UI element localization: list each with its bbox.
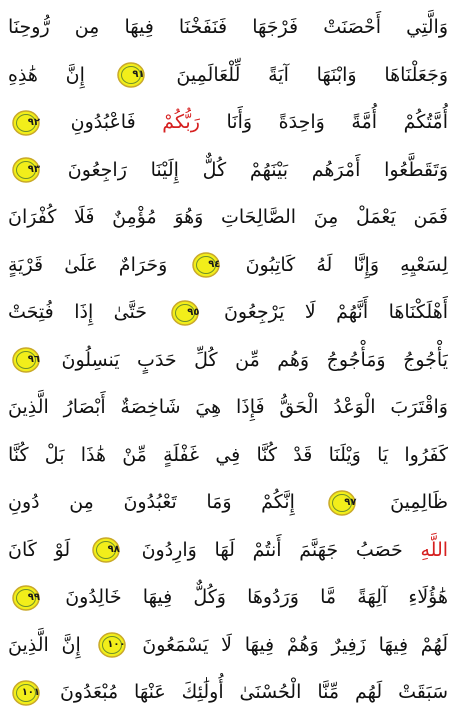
text-line	[8, 384, 448, 431]
text-line	[8, 479, 448, 526]
ayah-number: ٩٨	[107, 544, 120, 555]
ayah-number: ٩٩	[27, 591, 40, 603]
verse-text: حَصَبُ جَهَنَّمَ أَنتُمْ لَهَا وَارِدُونَ	[141, 538, 403, 561]
ayah-number: ٩٢	[27, 116, 40, 128]
verse-text: هَٰؤُلَاءِ آلِهَةً مَّا وَرَدُوهَا وَكُلٌّ فِيهَا خَالِدُونَ	[65, 586, 448, 608]
text-line	[8, 289, 448, 336]
verse-text: سَبَقَتْ لَهُم مِّنَّا الْحُسْنَىٰ أُولَٰئِكَ عَنْهَا مُبْعَدُونَ	[59, 681, 448, 703]
ayah-number: ٩٦	[27, 354, 40, 365]
ayah-number-marker	[171, 300, 199, 326]
text-line	[8, 337, 448, 384]
ayah-number: ٩٧	[344, 496, 357, 508]
ayah-number-marker	[117, 62, 145, 88]
ayah-number-marker	[12, 680, 40, 706]
verse-text: فَاعْبُدُونِ	[70, 111, 136, 133]
text-line	[8, 432, 448, 479]
verse-text: وَالَّتِي أَحْصَنَتْ فَرْجَهَا فَنَفَخْنَا فِيهَا مِن رُّوحِنَا	[8, 16, 448, 38]
verse-text: إِنَّ هَٰذِهِ	[8, 63, 85, 86]
text-line	[8, 4, 448, 51]
verse-text: لَوْ كَانَ	[8, 538, 71, 561]
text-line	[8, 99, 448, 146]
verse-text: فَمَن يَعْمَلْ مِنَ الصَّالِحَاتِ وَهُوَ مُؤْمِنٌ فَلَا كُفْرَانَ	[8, 206, 448, 228]
ayah-number: ٩١	[132, 69, 145, 80]
ayah-number: ١٠١	[21, 686, 40, 698]
text-line	[8, 527, 448, 574]
ayah-number-marker	[98, 632, 126, 658]
divine-name-text: اللَّهِ	[420, 538, 448, 561]
verse-text: لَهُمْ فِيهَا زَفِيرٌ وَهُمْ فِيهَا لَا يَسْمَعُونَ	[142, 633, 448, 656]
ayah-number: ١٠٠	[107, 639, 126, 650]
text-line	[8, 622, 448, 669]
verse-text: وَحَرَامٌ عَلَىٰ قَرْيَةٍ	[8, 253, 168, 276]
ayah-number-marker	[12, 110, 40, 136]
divine-name-text: رَبُّكُمْ	[162, 111, 200, 133]
verse-text: أَهْلَكْنَاهَا أَنَّهُمْ لَا يَرْجِعُونَ	[223, 301, 448, 323]
ayah-number-marker	[12, 157, 40, 183]
verse-text: لِسَعْيِهِ وَإِنَّا لَهُ كَاتِبُونَ	[245, 253, 448, 276]
verse-text: ظَالِمِينَ	[390, 491, 448, 513]
verse-text: وَاقْتَرَبَ الْوَعْدُ الْحَقُّ فَإِذَا هِيَ شَاخِصَةٌ أَبْصَارُ الَّذِينَ	[8, 396, 448, 418]
verse-text: إِنَّ الَّذِينَ	[8, 633, 81, 656]
ayah-number-marker	[192, 252, 220, 278]
text-line	[8, 242, 448, 289]
ayah-number-marker	[328, 490, 356, 516]
verse-text: إِنَّكُمْ وَمَا تَعْبُدُونَ مِن دُونِ	[8, 491, 295, 513]
ayah-number: ٩٤	[208, 259, 221, 270]
text-line	[8, 669, 448, 716]
verse-text: حَتَّىٰ إِذَا فُتِحَتْ	[8, 301, 147, 323]
ayah-number-marker	[12, 347, 40, 373]
verse-text: كَفَرُوا يَا وَيْلَنَا قَدْ كُنَّا فِي غَفْلَةٍ مِّنْ هَٰذَا بَلْ كُنَّا	[8, 443, 448, 466]
ayah-number: ٩٥	[187, 306, 200, 318]
text-line	[8, 194, 448, 241]
verse-text: وَجَعَلْنَاهَا وَابْنَهَا آيَةً لِّلْعَالَمِينَ	[176, 63, 448, 86]
ayah-number: ٩٣	[27, 164, 40, 175]
ayah-number-marker	[92, 537, 120, 563]
text-line	[8, 147, 448, 194]
text-line	[8, 52, 448, 99]
verse-text: وَتَقَطَّعُوا أَمْرَهُم بَيْنَهُمْ كُلٌّ إِلَيْنَا رَاجِعُونَ	[67, 158, 448, 181]
verse-text: يَأْجُوجُ وَمَأْجُوجُ وَهُم مِّن كُلِّ حَدَبٍ يَنسِلُونَ	[61, 348, 448, 371]
text-line	[8, 574, 448, 621]
verse-text: أُمَّتُكُمْ أُمَّةً وَاحِدَةً وَأَنَا	[199, 111, 448, 133]
ayah-number-marker	[12, 585, 40, 611]
